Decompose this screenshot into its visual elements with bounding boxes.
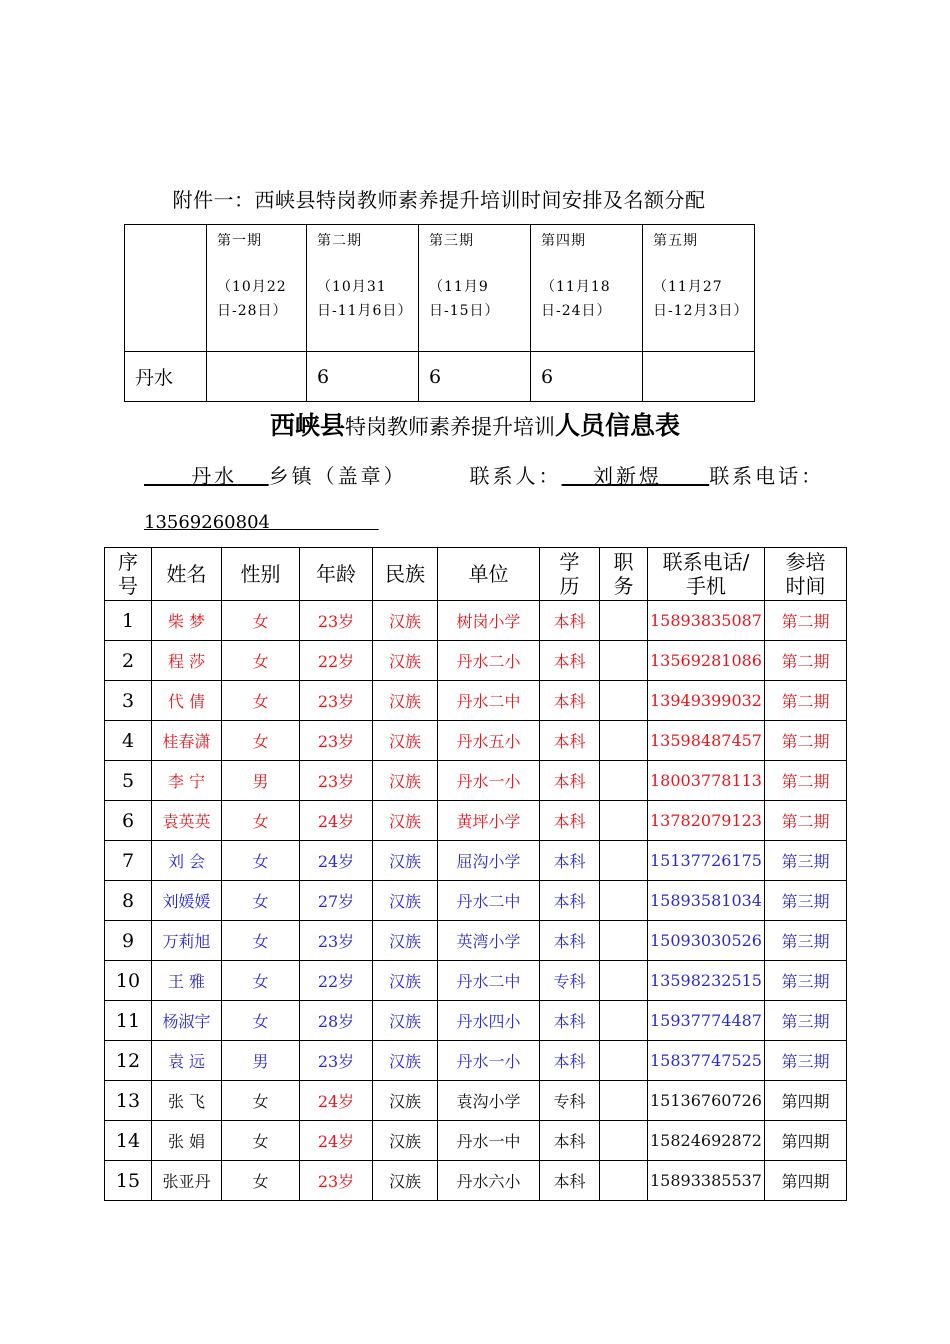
header-age: 年龄 <box>300 548 373 601</box>
sex-cell: 女 <box>222 1161 300 1201</box>
unit-cell: 丹水一小 <box>438 761 540 801</box>
quota-cell: 6 <box>419 352 531 402</box>
edu-cell: 本科 <box>540 1121 600 1161</box>
phone-cell: 15137726175 <box>648 841 765 881</box>
sex-cell: 女 <box>222 841 300 881</box>
phone-cell: 18003778113 <box>648 761 765 801</box>
seq-cell: 8 <box>105 881 152 921</box>
nation-cell: 汉族 <box>373 1121 438 1161</box>
name-cell: 刘媛媛 <box>152 881 222 921</box>
seq-cell: 1 <box>105 601 152 641</box>
unit-cell: 丹水二中 <box>438 681 540 721</box>
unit-cell: 丹水五小 <box>438 721 540 761</box>
nation-cell: 汉族 <box>373 1041 438 1081</box>
edu-cell: 本科 <box>540 841 600 881</box>
phone-cell: 15893835087 <box>648 601 765 641</box>
sex-cell: 女 <box>222 641 300 681</box>
phone-cell: 15093030526 <box>648 921 765 961</box>
edu-cell: 本科 <box>540 881 600 921</box>
personnel-table <box>104 547 847 1201</box>
unit-cell: 丹水二中 <box>438 881 540 921</box>
table-row <box>105 681 847 721</box>
period-name: 第二期 <box>317 233 362 249</box>
edu-cell: 本科 <box>540 921 600 961</box>
post-cell <box>600 601 648 641</box>
age-cell: 23岁 <box>300 1041 373 1081</box>
seq-cell: 9 <box>105 921 152 961</box>
post-cell <box>600 761 648 801</box>
phone-cell: 13598487457 <box>648 721 765 761</box>
schedule-corner-cell <box>125 225 207 352</box>
seq-cell: 3 <box>105 681 152 721</box>
name-cell: 程 莎 <box>152 641 222 681</box>
edu-cell: 本科 <box>540 681 600 721</box>
nation-cell: 汉族 <box>373 841 438 881</box>
name-cell: 代 倩 <box>152 681 222 721</box>
sex-cell: 女 <box>222 721 300 761</box>
seq-cell: 15 <box>105 1161 152 1201</box>
nation-cell: 汉族 <box>373 1161 438 1201</box>
name-cell: 张 飞 <box>152 1081 222 1121</box>
period-cell: 第四期 <box>765 1121 847 1161</box>
period-name: 第三期 <box>429 233 474 249</box>
period-cell: 第四期 <box>765 1161 847 1201</box>
seq-cell: 10 <box>105 961 152 1001</box>
seq-cell: 5 <box>105 761 152 801</box>
contact-phone: 13569260804 <box>144 512 270 533</box>
phone-cell: 15893385537 <box>648 1161 765 1201</box>
sex-cell: 女 <box>222 921 300 961</box>
table-row <box>105 601 847 641</box>
header-unit: 单位 <box>438 548 540 601</box>
town-underline <box>144 464 269 488</box>
unit-cell: 丹水二中 <box>438 961 540 1001</box>
period-dates: （11月18日-24日） <box>541 279 612 319</box>
name-cell: 张亚丹 <box>152 1161 222 1201</box>
age-cell: 23岁 <box>300 681 373 721</box>
edu-cell: 本科 <box>540 641 600 681</box>
unit-cell: 树岗小学 <box>438 601 540 641</box>
unit-cell: 丹水六小 <box>438 1161 540 1201</box>
age-cell: 22岁 <box>300 961 373 1001</box>
table-header-row <box>105 548 847 601</box>
table-row <box>105 761 847 801</box>
quota-cell <box>643 352 755 402</box>
edu-cell: 专科 <box>540 1081 600 1121</box>
seq-cell: 13 <box>105 1081 152 1121</box>
title-form-name: 人员信息表 <box>555 411 681 440</box>
period-dates: （11月27日-12月3日） <box>653 279 749 319</box>
unit-cell: 英湾小学 <box>438 921 540 961</box>
period-cell <box>643 225 755 352</box>
nation-cell: 汉族 <box>373 1081 438 1121</box>
table-row <box>105 721 847 761</box>
schedule-table <box>124 224 755 402</box>
nation-cell: 汉族 <box>373 801 438 841</box>
period-dates: （11月9日-15日） <box>429 279 500 319</box>
age-cell: 23岁 <box>300 601 373 641</box>
table-row <box>105 841 847 881</box>
post-cell <box>600 881 648 921</box>
schedule-header-row <box>125 225 755 352</box>
period-cell: 第三期 <box>765 841 847 881</box>
sex-cell: 女 <box>222 601 300 641</box>
nation-cell: 汉族 <box>373 761 438 801</box>
nation-cell: 汉族 <box>373 881 438 921</box>
contact-phone-label: 联系电话： <box>709 464 825 488</box>
edu-cell: 本科 <box>540 1161 600 1201</box>
name-cell: 柴 梦 <box>152 601 222 641</box>
post-cell <box>600 681 648 721</box>
town-label: 丹水 <box>125 352 207 402</box>
name-cell: 杨淑宇 <box>152 1001 222 1041</box>
edu-cell: 本科 <box>540 761 600 801</box>
post-cell <box>600 1001 648 1041</box>
header-name: 姓名 <box>152 548 222 601</box>
contact-line <box>144 460 844 489</box>
header-sex: 性别 <box>222 548 300 601</box>
name-cell: 张 娟 <box>152 1121 222 1161</box>
post-cell <box>600 1081 648 1121</box>
sex-cell: 女 <box>222 801 300 841</box>
table-row <box>105 801 847 841</box>
table-row <box>105 1041 847 1081</box>
post-cell <box>600 721 648 761</box>
period-cell <box>531 225 643 352</box>
town-suffix: 乡镇（盖章） <box>268 464 407 488</box>
name-cell: 李 宁 <box>152 761 222 801</box>
period-cell: 第二期 <box>765 721 847 761</box>
unit-cell: 袁沟小学 <box>438 1081 540 1121</box>
age-cell: 27岁 <box>300 881 373 921</box>
table-row <box>105 1081 847 1121</box>
phone-cell: 13949399032 <box>648 681 765 721</box>
age-cell: 23岁 <box>300 1161 373 1201</box>
period-cell <box>207 225 307 352</box>
period-cell <box>419 225 531 352</box>
sex-cell: 女 <box>222 1001 300 1041</box>
period-cell: 第三期 <box>765 961 847 1001</box>
period-cell: 第三期 <box>765 881 847 921</box>
table-row <box>105 1001 847 1041</box>
period-cell: 第三期 <box>765 1041 847 1081</box>
unit-cell: 丹水二小 <box>438 641 540 681</box>
post-cell <box>600 641 648 681</box>
period-name: 第一期 <box>217 233 262 249</box>
period-name: 第五期 <box>653 233 698 249</box>
edu-cell: 专科 <box>540 961 600 1001</box>
period-cell: 第二期 <box>765 801 847 841</box>
table-row <box>105 641 847 681</box>
post-cell <box>600 801 648 841</box>
contact-phone-line <box>144 512 379 533</box>
post-cell <box>600 841 648 881</box>
period-dates: （10月31日-11月6日） <box>317 279 413 319</box>
period-cell: 第二期 <box>765 601 847 641</box>
schedule-quota-row <box>125 352 755 402</box>
nation-cell: 汉族 <box>373 641 438 681</box>
header-seq: 序 号 <box>105 548 152 601</box>
phone-cell: 15937774487 <box>648 1001 765 1041</box>
phone-cell: 13569281086 <box>648 641 765 681</box>
contact-person-label: 联系人： <box>469 464 562 488</box>
seq-cell: 7 <box>105 841 152 881</box>
phone-cell: 15824692872 <box>648 1121 765 1161</box>
header-edu: 学 历 <box>540 548 600 601</box>
nation-cell: 汉族 <box>373 721 438 761</box>
post-cell <box>600 921 648 961</box>
sex-cell: 女 <box>222 1081 300 1121</box>
age-cell: 24岁 <box>300 1081 373 1121</box>
nation-cell: 汉族 <box>373 1001 438 1041</box>
seq-cell: 6 <box>105 801 152 841</box>
seq-cell: 11 <box>105 1001 152 1041</box>
attachment-title: 附件一：西峡县特岗教师素养提升培训时间安排及名额分配 <box>172 188 706 212</box>
contact-person: 刘新煜 <box>593 464 662 488</box>
nation-cell: 汉族 <box>373 961 438 1001</box>
edu-cell: 本科 <box>540 801 600 841</box>
post-cell <box>600 961 648 1001</box>
edu-cell: 本科 <box>540 1041 600 1081</box>
age-cell: 23岁 <box>300 721 373 761</box>
name-cell: 袁英英 <box>152 801 222 841</box>
title-county: 西峡县 <box>269 411 345 440</box>
period-cell: 第四期 <box>765 1081 847 1121</box>
age-cell: 23岁 <box>300 921 373 961</box>
unit-cell: 黄坪小学 <box>438 801 540 841</box>
name-cell: 桂春潇 <box>152 721 222 761</box>
unit-cell: 丹水四小 <box>438 1001 540 1041</box>
quota-cell <box>207 352 307 402</box>
age-cell: 24岁 <box>300 801 373 841</box>
phone-cell: 13598232515 <box>648 961 765 1001</box>
header-nation: 民族 <box>373 548 438 601</box>
edu-cell: 本科 <box>540 1001 600 1041</box>
phone-cell: 15893581034 <box>648 881 765 921</box>
nation-cell: 汉族 <box>373 921 438 961</box>
header-post: 职 务 <box>600 548 648 601</box>
phone-cell: 15136760726 <box>648 1081 765 1121</box>
sex-cell: 男 <box>222 1041 300 1081</box>
header-period: 参培 时间 <box>765 548 847 601</box>
edu-cell: 本科 <box>540 601 600 641</box>
post-cell <box>600 1121 648 1161</box>
period-cell: 第二期 <box>765 681 847 721</box>
name-cell: 王 雅 <box>152 961 222 1001</box>
name-cell: 万莉旭 <box>152 921 222 961</box>
quota-cell: 6 <box>307 352 419 402</box>
name-cell: 刘 会 <box>152 841 222 881</box>
post-cell <box>600 1041 648 1081</box>
unit-cell: 丹水一中 <box>438 1121 540 1161</box>
table-row <box>105 881 847 921</box>
quota-cell: 6 <box>531 352 643 402</box>
sex-cell: 女 <box>222 961 300 1001</box>
unit-cell: 屈沟小学 <box>438 841 540 881</box>
person-underline <box>562 464 710 488</box>
unit-cell: 丹水一小 <box>438 1041 540 1081</box>
edu-cell: 本科 <box>540 721 600 761</box>
period-cell <box>307 225 419 352</box>
nation-cell: 汉族 <box>373 681 438 721</box>
table-row <box>105 1121 847 1161</box>
phone-cell: 15837747525 <box>648 1041 765 1081</box>
table-row <box>105 961 847 1001</box>
period-cell: 第二期 <box>765 641 847 681</box>
header-phone: 联系电话/ 手机 <box>648 548 765 601</box>
info-table-title <box>104 406 846 442</box>
seq-cell: 14 <box>105 1121 152 1161</box>
seq-cell: 4 <box>105 721 152 761</box>
sex-cell: 女 <box>222 881 300 921</box>
post-cell <box>600 1161 648 1201</box>
period-dates: （10月22日-28日） <box>217 279 288 319</box>
table-row <box>105 1161 847 1201</box>
seq-cell: 12 <box>105 1041 152 1081</box>
age-cell: 24岁 <box>300 841 373 881</box>
title-program: 特岗教师素养提升培训 <box>345 415 555 439</box>
table-row <box>105 921 847 961</box>
sex-cell: 女 <box>222 1121 300 1161</box>
period-cell: 第二期 <box>765 761 847 801</box>
seq-cell: 2 <box>105 641 152 681</box>
period-cell: 第三期 <box>765 921 847 961</box>
name-cell: 袁 远 <box>152 1041 222 1081</box>
sex-cell: 男 <box>222 761 300 801</box>
nation-cell: 汉族 <box>373 601 438 641</box>
age-cell: 23岁 <box>300 761 373 801</box>
town-name: 丹水 <box>191 464 238 488</box>
phone-cell: 13782079123 <box>648 801 765 841</box>
age-cell: 22岁 <box>300 641 373 681</box>
period-name: 第四期 <box>541 233 586 249</box>
age-cell: 28岁 <box>300 1001 373 1041</box>
age-cell: 24岁 <box>300 1121 373 1161</box>
period-cell: 第三期 <box>765 1001 847 1041</box>
sex-cell: 女 <box>222 681 300 721</box>
